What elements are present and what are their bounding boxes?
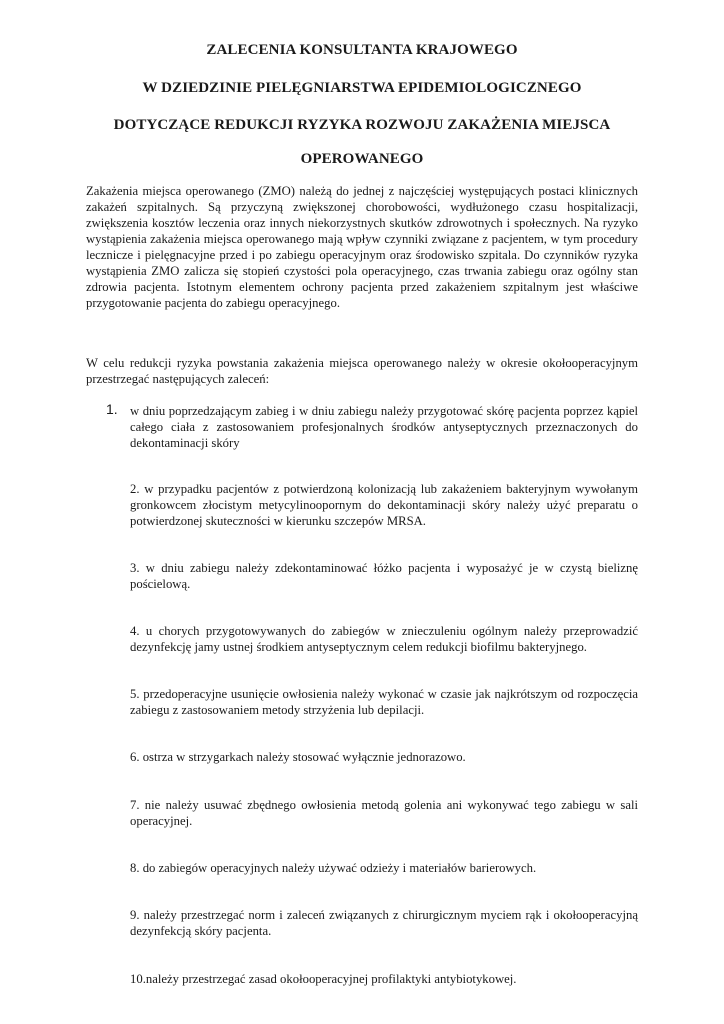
recommendation-item-2: 2. w przypadku pacjentów z potwierdzoną kolonizacją lub zakażeniem bakteryjnym wywołanym gronkowcem złocistym metycylinoopornym do dekontaminacji skóry należy użyć preparatu o potwierdzonej skuteczności w kierunku szczepów MRSA. [130,482,638,528]
title-line-1: ZALECENIA KONSULTANTA KRAJOWEGO [206,42,518,58]
recommendation-item-8: 8. do zabiegów operacyjnych należy używać odzieży i materiałów barierowych. [130,861,537,875]
title-line-2: W DZIEDZINIE PIELĘGNIARSTWA EPIDEMIOLOGICZNEGO [142,80,582,96]
intro-paragraph: Zakażenia miejsca operowanego (ZMO) należą do jednej z najczęściej występujących postaci klinicznych zakażeń szpitalnych. Są przyczyną zwiększonej chorobowości, wydłużonego czasu hospitalizacji, zwiększenia kosztów leczenia oraz innych niekorzystnych skutków zdrowotnych i społecznych. Na ryzyko wystąpienia zakażenia miejsca operowanego mają wpływ czynniki związane z pacjentem, w tym procedury lecznicze i pielęgnacyjne przed i po zabiegu operacyjnym oraz środowisko szpitala. Do czynników ryzyka wystąpienia ZMO zalicza się stopień czystości pola operacyjnego, czas trwania zabiegu oraz ogólny stan zdrowia pacjenta. Istotnym elementem ochrony pacjenta przed zakażeniem szpitalnym jest właściwe przygotowanie pacjenta do zabiegu operacyjnego. [86,184,638,310]
title-line-4: OPEROWANEGO [300,151,424,167]
recommendation-item-1: w dniu poprzedzającym zabieg i w dniu zabiegu należy przygotować skórę pacjenta poprzez kąpiel całego ciała z zastosowaniem profesjonalnych środków antyseptycznych przeznaczonych do dekontaminacji skóry [130,404,638,450]
recommendation-item-9: 9. należy przestrzegać norm i zaleceń związanych z chirurgicznym myciem rąk i okołooperacyjną dezynfekcją skóry pacjenta. [130,908,638,938]
recommendation-item-4: 4. u chorych przygotowywanych do zabiegów w znieczuleniu ogólnym należy przeprowadzić dezynfekcję jamy ustnej środkiem antyseptycznym celem redukcji biofilmu bakteryjnego. [130,624,638,654]
title-line-3: DOTYCZĄCE REDUKCJI RYZYKA ROZWOJU ZAKAŻENIA MIEJSCA [113,117,611,133]
recommendation-item-5: 5. przedoperacyjne usunięcie owłosienia należy wykonać w czasie jak najkrótszym od rozpoczęcia zabiegu z zastosowaniem metody strzyżenia lub depilacji. [130,687,638,717]
recommendation-item-6: 6. ostrza w strzygarkach należy stosować wyłącznie jednorazowo. [130,750,466,764]
recommendation-item-7: 7. nie należy usuwać zbędnego owłosienia metodą golenia ani wykonywać tego zabiegu w sali operacyjnej. [130,798,638,828]
recommendations-lead: W celu redukcji ryzyka powstania zakażenia miejsca operowanego należy w okresie okołooperacyjnym przestrzegać następujących zaleceń: [86,356,638,386]
recommendation-item-3: 3. w dniu zabiegu należy zdekontaminować łóżko pacjenta i wyposażyć je w czystą bieliznę pościelową. [130,561,638,591]
recommendation-item-10: 10.należy przestrzegać zasad okołooperacyjnej profilaktyki antybiotykowej. [130,972,517,986]
list-marker-1: 1. [106,401,118,417]
